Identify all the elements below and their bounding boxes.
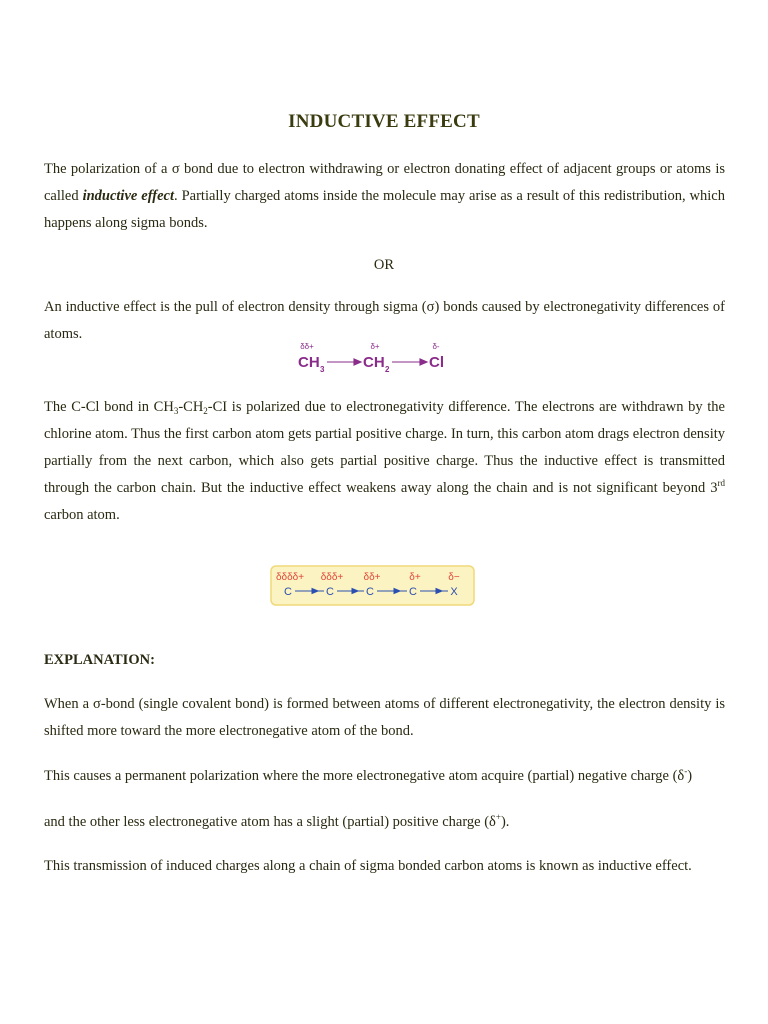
definition-text-end: . Partially charged atoms inside the molecule may arise as a result of this redistribution, which happens along sigma bonds. xyxy=(44,188,725,231)
definition-paragraph xyxy=(44,156,725,237)
para3-superscript-rd: rd xyxy=(717,478,725,488)
arrowhead-2 xyxy=(420,359,427,365)
negative-sign: - xyxy=(684,766,688,776)
polarization-line xyxy=(44,768,734,785)
inductive-effect-term: inductive effect xyxy=(82,188,175,204)
charge-ch3: δδ+ xyxy=(300,342,314,351)
charge-ch2: δ+ xyxy=(370,342,380,351)
inductive-chain-diagram xyxy=(270,565,475,607)
chain-atom-1: C xyxy=(284,586,292,598)
polarization-line-close: ) xyxy=(687,768,693,784)
chain-atom-3: C xyxy=(366,586,374,598)
para3-subscript-2: 2 xyxy=(203,406,208,416)
para3-text-a: The C-Cl bond in CH xyxy=(44,399,174,415)
positive-charge-line xyxy=(44,814,734,831)
page-title: INDUCTIVE EFFECT xyxy=(288,111,480,132)
explanation-paragraph: When a σ-bond (single covalent bond) is formed between atoms of different electronegativity, the electron density is shifted more toward the more electronegative atom of the bond. xyxy=(44,696,725,739)
definition-text-start: The polarization of a σ bond due to electron withdrawing or electron donating effect of adjacent groups or atoms is called xyxy=(44,161,725,204)
chain-charge-5: δ− xyxy=(448,572,460,583)
chain-charge-2: δδδ+ xyxy=(320,572,344,583)
chain-atom-2: C xyxy=(326,586,334,598)
positive-charge-line-text: and the other less electronegative atom has a slight (partial) positive charge (δ xyxy=(44,814,496,830)
positive-charge-line-close: ). xyxy=(500,814,510,830)
para3-text-d: carbon atom. xyxy=(44,507,120,523)
polarization-paragraph xyxy=(44,394,725,529)
chain-charge-3: δδ+ xyxy=(363,572,381,583)
subscript-2: 2 xyxy=(385,365,390,374)
para3-text-c: -CI is polarized due to electronegativity difference. The electrons are withdrawn by the chlorine atom. Thus the first carbon atom gets partial positive charge. In turn, this carbon atom drags electron density partially from the next carbon, which also gets partial positive charge. Thus the inductive effect is transmitted through the carbon chain. But the inductive effect weakens away along the chain and is not significant beyond 3 xyxy=(44,399,725,496)
chloroethane-formula xyxy=(293,340,453,376)
alternate-definition-paragraph: An inductive effect is the pull of electron density through sigma (σ) bonds caused by electronegativity differences of atoms. xyxy=(44,299,725,342)
polarization-line-text: This causes a permanent polarization where the more electronegative atom acquire (partial) negative charge (δ xyxy=(44,768,685,784)
or-separator: OR xyxy=(373,257,395,273)
group-ch2: CH xyxy=(363,354,385,371)
chain-charge-1: δδδδ+ xyxy=(275,572,305,583)
group-cl: Cl xyxy=(429,354,444,371)
transmission-line: This transmission of induced charges along a chain of sigma bonded carbon atoms is known as inductive effect. xyxy=(44,858,692,874)
para3-subscript-3: 3 xyxy=(173,406,179,416)
para3-text-b: -CH xyxy=(178,399,204,415)
positive-sign: + xyxy=(495,812,501,822)
charge-cl: δ- xyxy=(432,342,440,351)
chain-atom-x: X xyxy=(450,586,458,598)
subscript-3: 3 xyxy=(320,365,325,374)
chain-charge-4: δ+ xyxy=(409,572,421,583)
explanation-heading: EXPLANATION: xyxy=(44,652,155,668)
arrowhead-1 xyxy=(354,359,361,365)
group-ch3: CH xyxy=(298,354,320,371)
chain-atom-4: C xyxy=(409,586,417,598)
